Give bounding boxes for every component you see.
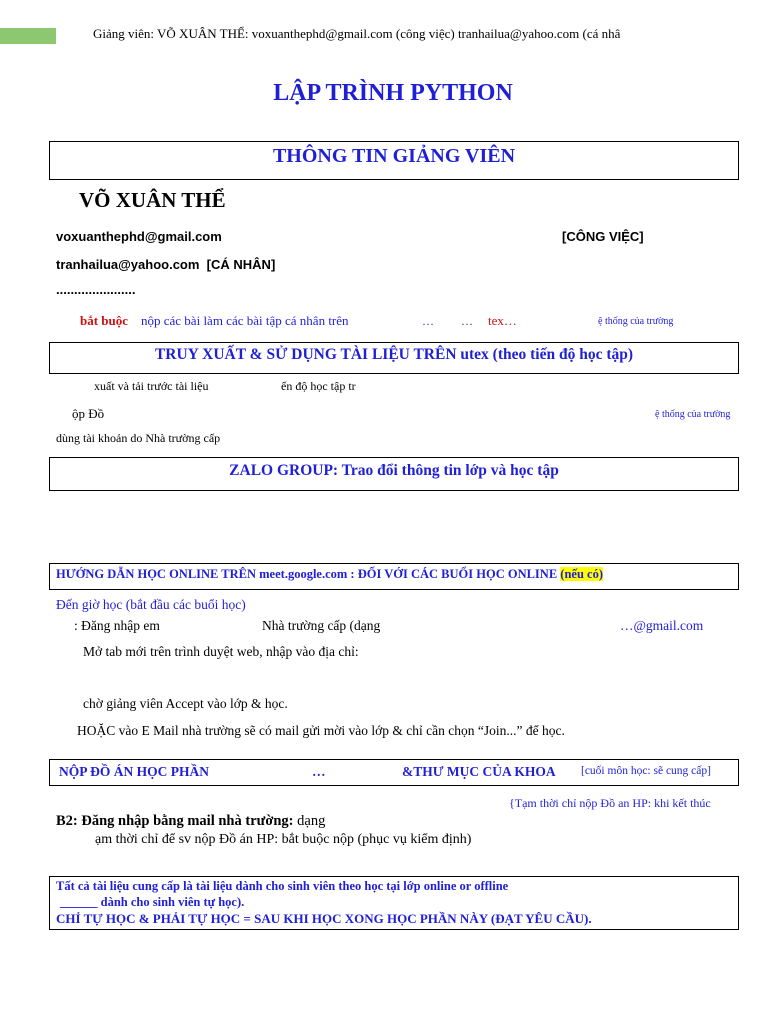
project-heading-a: NỘP ĐỒ ÁN HỌC PHẦN [59, 764, 209, 779]
utex-box [49, 342, 739, 374]
teacher-name: VÕ XUÂN THỂ [79, 188, 226, 212]
project-heading-b: … [312, 764, 326, 779]
project-b2-line [56, 813, 325, 830]
meet-box [49, 563, 739, 590]
header-tab-marker [0, 28, 56, 44]
utex-line-2b: ệ thống của trường [655, 409, 731, 420]
meet-line-5: HOẶC vào E Mail nhà trường sẽ có mail gửi mời vào lớp & chỉ cần chọn “Join...” để học. [77, 723, 565, 738]
final-line-2: ______ dành cho sinh viên tự học). [60, 895, 245, 909]
page-header: Giảng viên: VÕ XUÂN THỂ: voxuanthephd@gmail.com (công việc) tranhailua@yahoo.com (cá nhâ [93, 26, 621, 41]
project-temp-note: {Tạm thời chỉ nộp Đồ an HP: khi kết thúc [509, 796, 711, 810]
required-note: nộp các bài làm các bài tập cá nhân trên [141, 313, 349, 328]
project-heading-d: [cuối môn học: sẽ cung cấp] [581, 765, 711, 777]
teacher-info-heading: THÔNG TIN GIẢNG VIÊN [272, 145, 516, 167]
utex-line-1b: ến độ học tập tr [281, 379, 356, 393]
meet-heading-text: HƯỚNG DẪN HỌC ONLINE TRÊN meet.google.com : ĐỐI VỚI CÁC BUỔI HỌC ONLINE [56, 567, 558, 581]
teacher-info-box [49, 141, 739, 180]
meet-heading [56, 567, 603, 582]
meet-line-2b: Nhà trường cấp (dạng [262, 618, 381, 633]
teacher-personal-email [56, 257, 275, 272]
note-ellipsis-1: … [422, 314, 434, 328]
project-b2-bold: B2: Đăng nhập bằng mail nhà trường: [56, 813, 294, 829]
final-line-3: CHỈ TỰ HỌC & PHẢI TỰ HỌC = SAU KHI HỌC XONG HỌC PHẦN NÀY (ĐẠT YÊU CẦU). [56, 911, 592, 926]
utex-line-1a: xuất và tải trước tài liệu [94, 379, 209, 393]
work-tag: [CÔNG VIỆC] [562, 229, 644, 244]
utex-heading: TRUY XUẤT & SỬ DỤNG TÀI LIỆU TRÊN utex (theo tiến độ học tập) [154, 346, 634, 363]
final-box [49, 876, 739, 930]
note-tex: tex… [488, 313, 517, 328]
required-label: bắt buộc [80, 313, 129, 328]
personal-tag: [CÁ NHÂN] [206, 257, 276, 272]
meet-line-3: Mở tab mới trên trình duyệt web, nhập vào địa chỉ: [83, 644, 359, 659]
dots-placeholder: ...................... [56, 282, 136, 297]
project-box [49, 759, 739, 786]
page-title: LẬP TRÌNH PYTHON [273, 80, 513, 106]
project-heading-c: &THƯ MỤC CỦA KHOA [402, 764, 556, 779]
meet-heading-highlight: (nếu có) [560, 567, 603, 581]
personal-email-link[interactable]: tranhailua@yahoo.com [56, 257, 200, 272]
zalo-heading: ZALO GROUP: Trao đổi thông tin lớp và học tập [229, 462, 559, 479]
utex-line-2a: ộp Đồ [72, 406, 105, 421]
final-line-1: Tất cả tài liệu cung cấp là tài liệu dành cho sinh viên theo học tại lớp online or offline [56, 879, 509, 893]
project-b2-rest: dạng [297, 813, 326, 829]
utex-line-3: dùng tài khoản do Nhà trường cấp [56, 431, 221, 445]
note-ellipsis-2: … [461, 314, 473, 328]
meet-line-4: chờ giảng viên Accept vào lớp & học. [83, 696, 288, 711]
note-system: ệ thống của trường [598, 316, 674, 327]
meet-line-2a: : Đăng nhập em [74, 618, 160, 633]
meet-line-2c: …@gmail.com [620, 618, 704, 633]
zalo-box [49, 457, 739, 491]
meet-line-1: Đến giờ học (bắt đầu các buổi học) [56, 597, 246, 612]
project-line-3: ạm thời chỉ để sv nộp Đồ án HP: bắt buộc nộp (phục vụ kiểm định) [95, 832, 472, 847]
teacher-work-email[interactable]: voxuanthephd@gmail.com [56, 229, 222, 244]
